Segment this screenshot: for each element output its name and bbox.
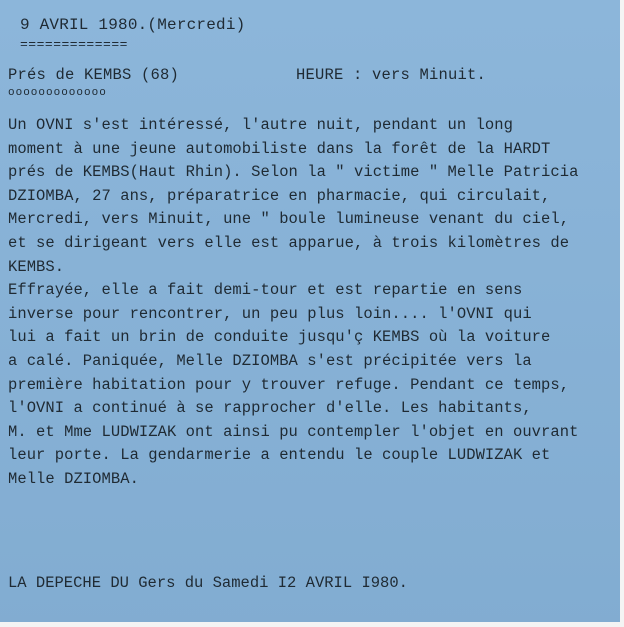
article-body (8, 114, 614, 492)
date-underline: ============= (20, 37, 128, 52)
body-line: prés de KEMBS(Haut Rhin). Selon la " victime " Melle Patricia (8, 163, 579, 182)
body-line: M. et Mme LUDWIZAK ont ainsi pu contempler l'objet en ouvrant (8, 422, 579, 441)
body-line: première habitation pour y trouver refuge. Pendant ce temps, (8, 375, 570, 394)
body-line: a calé. Paniquée, Melle DZIOMBA s'est précipitée vers la (8, 351, 532, 370)
body-line: Un OVNI s'est intéressé, l'autre nuit, pendant un long (8, 116, 513, 134)
body-line: lui a fait un brin de conduite jusqu'ç KEMBS où la voiture (8, 328, 551, 347)
body-line: l'OVNI a continué à se rapprocher d'elle. Les habitants, (8, 399, 532, 418)
body-line: moment à une jeune automobiliste dans la forêt de la HARDT (8, 139, 551, 158)
location-underline: ooooooooooooo (8, 87, 107, 99)
report-location: Prés de KEMBS (68) (8, 66, 180, 84)
body-line: DZIOMBA, 27 ans, préparatrice en pharmacie, qui circulait, (8, 186, 551, 205)
body-line: leur porte. La gendarmerie a entendu le couple LUDWIZAK et (8, 446, 551, 465)
body-line: et se dirigeant vers elle est apparue, à trois kilomètres de (8, 233, 570, 252)
body-line: KEMBS. (8, 257, 65, 276)
body-line: inverse pour rencontrer, un peu plus loin.... l'OVNI qui (8, 304, 532, 323)
report-time: HEURE : vers Minuit. (296, 66, 487, 84)
paper-edge-right (620, 0, 624, 627)
source-citation: LA DEPECHE DU Gers du Samedi I2 AVRIL I980. (8, 574, 408, 592)
report-date: 9 AVRIL 1980.(Mercredi) (20, 16, 246, 34)
body-line: Effrayée, elle a fait demi-tour et est repartie en sens (8, 281, 523, 300)
body-line: Melle DZIOMBA. (8, 469, 139, 488)
paper-edge-bottom (0, 622, 624, 627)
body-line: Mercredi, vers Minuit, une " boule lumineuse venant du ciel, (8, 210, 570, 229)
